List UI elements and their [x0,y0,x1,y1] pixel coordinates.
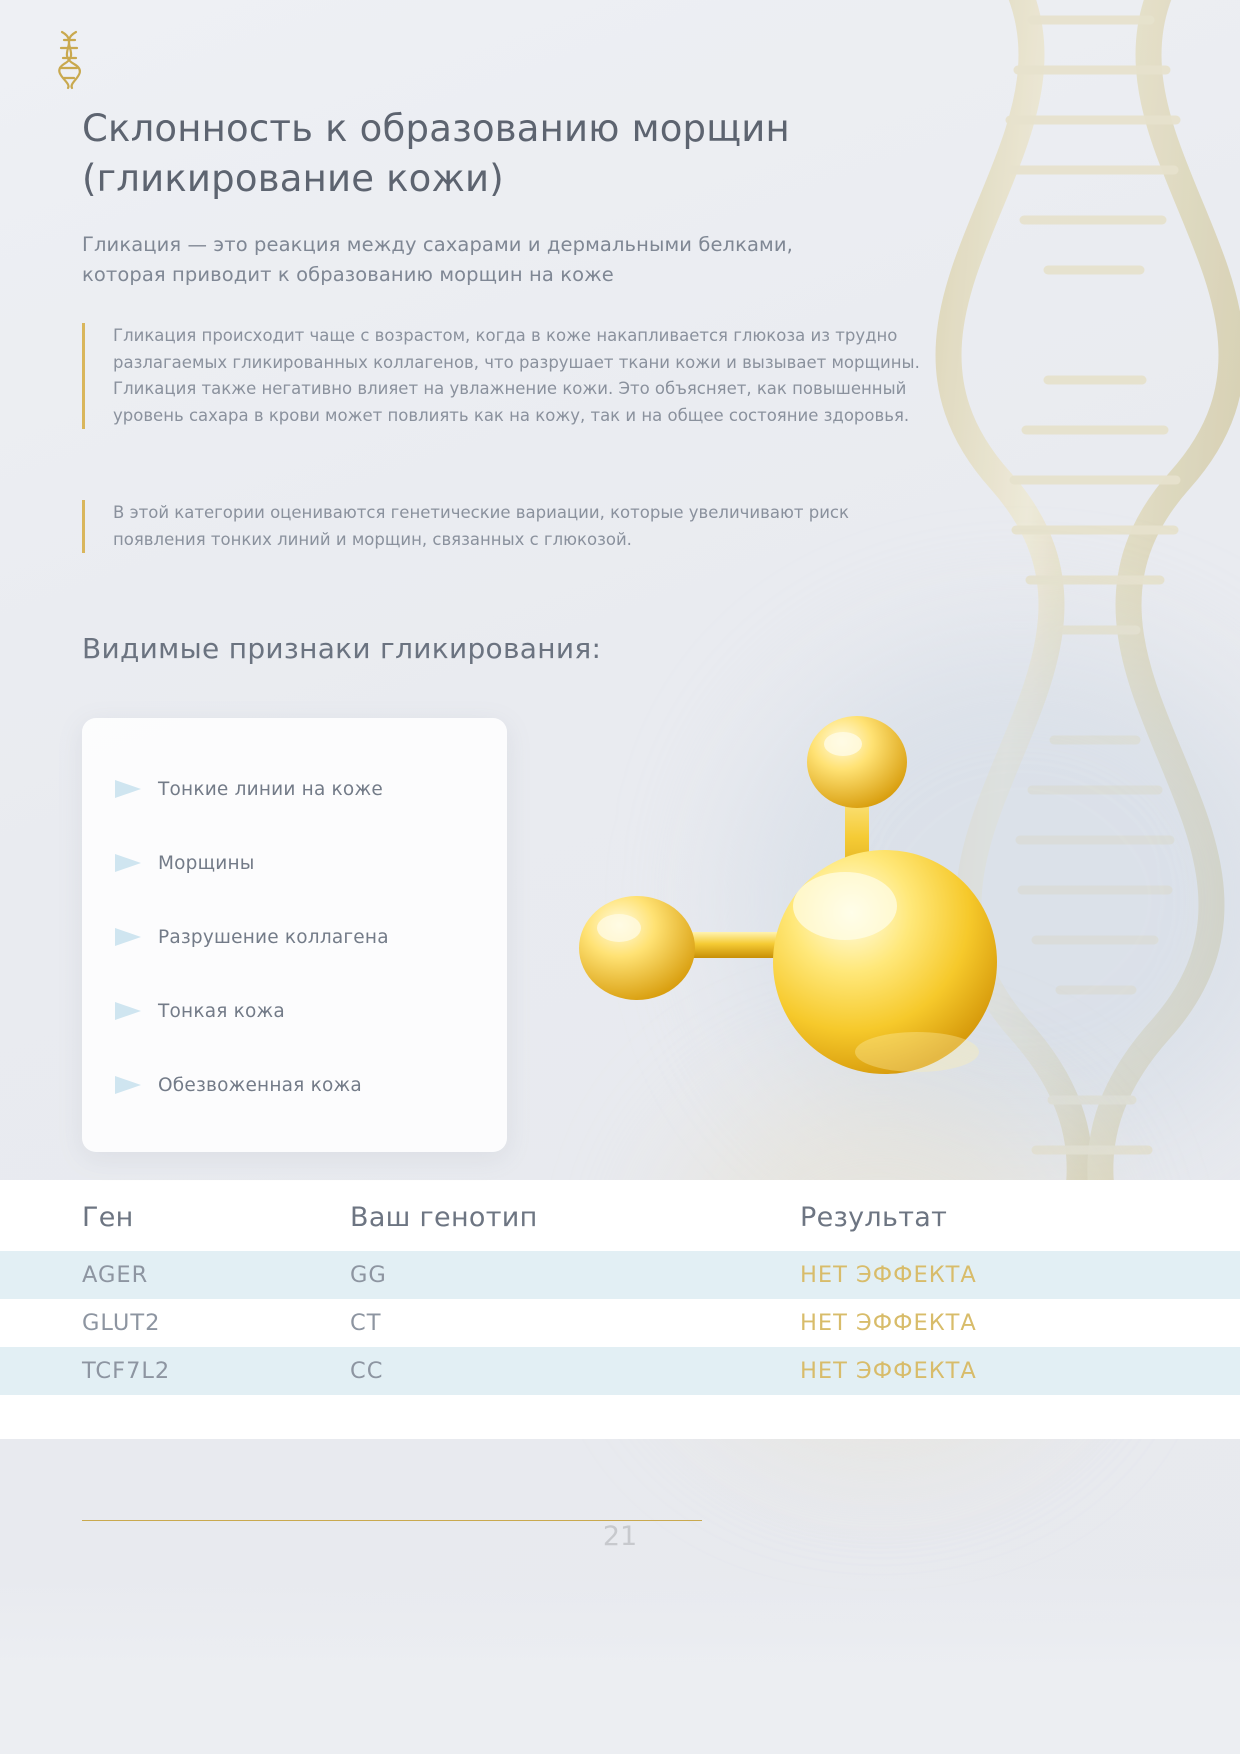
list-item [108,974,481,1048]
page-subtitle: Гликация — это реакция между сахарами и дермальными белками, которая приводит к образованию морщин на коже [82,233,793,286]
cell-result: НЕТ ЭФФЕКТА [800,1262,977,1288]
list-item-label: Морщины [158,852,255,874]
glucose-molecule-illustration [545,700,1015,1140]
list-item-label: Тонкая кожа [158,1000,285,1022]
cell-result: НЕТ ЭФФЕКТА [800,1310,977,1336]
table-bottom-spacer [0,1395,1240,1439]
cell-genotype: CC [350,1358,384,1384]
triangle-right-icon [108,1000,148,1022]
list-item [108,1048,481,1122]
triangle-right-icon [108,926,148,948]
section-title-visible-signs: Видимые признаки гликирования: [82,632,602,665]
column-header-result: Результат [800,1202,948,1233]
list-item-label: Обезвоженная кожа [158,1074,362,1096]
results-table [0,1180,1240,1395]
cell-gene: AGER [82,1262,149,1288]
triangle-right-icon [108,852,148,874]
triangle-right-icon [108,1074,148,1096]
triangle-right-icon [108,778,148,800]
list-item [108,900,481,974]
list-item [108,752,481,826]
cell-result: НЕТ ЭФФЕКТА [800,1358,977,1384]
results-table-container [0,1180,1240,1439]
dna-logo-icon [46,28,92,90]
table-header-row [0,1180,1240,1251]
footer-background [0,1574,1240,1754]
table-row [0,1251,1240,1299]
table-row [0,1347,1240,1395]
description-paragraph-1: Гликация происходит чаще с возрастом, когда в коже накапливается глюкоза из трудно разлагаемых гликированных коллагенов, что разрушает ткани кожи и вызывает морщины. Гликация также негативно влияет на увлажнение кожи. Это объясняет, как повышенный уровень сахара в крови может повлиять как на кожу, так и на общее состояние здоровья. [82,323,962,429]
description-paragraph-2: В этой категории оцениваются генетические вариации, которые увеличивают риск появления тонких линий и морщин, связанных с глюкозой. [82,500,882,553]
list-item-label: Разрушение коллагена [158,926,389,948]
column-header-gene: Ген [82,1202,134,1233]
page-number: 21 [602,1521,638,1552]
table-row [0,1299,1240,1347]
cell-gene: TCF7L2 [82,1358,171,1384]
list-item [108,826,481,900]
column-header-genotype: Ваш генотип [350,1202,538,1233]
visible-signs-card [82,718,507,1152]
list-item-label: Тонкие линии на коже [158,778,383,800]
cell-genotype: CT [350,1310,382,1336]
page-title: Склонность к образованию морщин (гликирование кожи) [82,107,790,200]
cell-gene: GLUT2 [82,1310,161,1336]
cell-genotype: GG [350,1262,387,1288]
dna-background-illustration [680,0,1240,1380]
